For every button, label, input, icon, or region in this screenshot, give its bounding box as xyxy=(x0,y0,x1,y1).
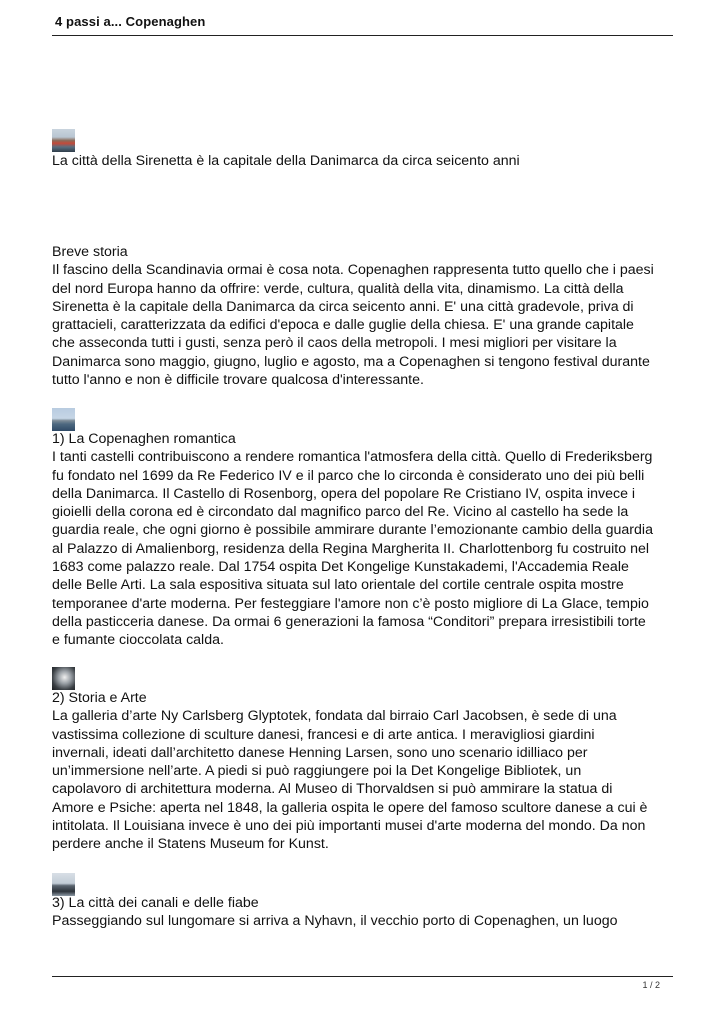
section-storia-e-arte xyxy=(52,689,677,854)
section-copenaghen-romantica xyxy=(52,430,677,650)
text-line: Danimarca sono maggio, giugno, luglio e agosto, ma a Copenaghen si tengono festival durante xyxy=(52,353,650,370)
text-line: Passeggiando sul lungomare si arriva a Nyhavn, il vecchio porto di Copenaghen, un luogo xyxy=(52,913,618,930)
header-divider xyxy=(52,35,673,36)
section-heading: 1) La Copenaghen romantica xyxy=(52,431,236,447)
section-breve-storia xyxy=(52,243,677,389)
text-line: al Palazzo di Amalienborg, residenza della Regina Margherita II. Charlottenborg fu costruito nel xyxy=(52,540,649,557)
section-heading: 3) La città dei canali e delle fiabe xyxy=(52,895,259,911)
section-canali-e-fiabe xyxy=(52,894,677,931)
text-line: delle Belle Arti. La sala espositiva situata sul lato orientale del cortile centrale ospita mostre xyxy=(52,577,624,594)
text-line: del nord Europa hanno da offrire: verde, cultura, qualità della vita, dinamismo. La città della xyxy=(52,280,624,297)
text-line: un’immersione nell’arte. A piedi si può raggiungere poi la Det Kongelige Bibliotek, un xyxy=(52,763,582,780)
section-heading: Breve storia xyxy=(52,244,128,260)
text-line: e fumante cioccolata calda. xyxy=(52,632,224,649)
intro-paragraph xyxy=(52,152,677,170)
text-line: della pasticceria danese. Da ormai 6 generazioni la famosa “Conditori” prepara irresistibili torte xyxy=(52,613,646,630)
text-line: della Danimarca. Il Castello di Rosenborg, opera del popolare Re Cristiano IV, ospita invece i xyxy=(52,485,636,502)
text-line: invernali, ideati dall’architetto danese Henning Larsen, sono uno scenario idilliaco per xyxy=(52,744,588,761)
text-line: tutto l'anno e non è difficile trovare qualcosa d'interessante. xyxy=(52,372,424,389)
document-title: 4 passi a... Copenaghen xyxy=(55,14,206,29)
text-line: capolavoro di architettura moderna. Al Museo di Thorvaldsen si può ammirare la statua di xyxy=(52,781,613,798)
harbor-thumbnail xyxy=(52,408,75,431)
text-line: La galleria d’arte Ny Carlsberg Glyptotek, fondata dal birraio Carl Jacobsen, è sede di una xyxy=(52,708,617,725)
text-line: fu fondato nel 1699 da Re Federico IV e il parco che lo circonda è considerato uno dei più belli xyxy=(52,467,645,484)
canal-houses-thumbnail xyxy=(52,129,75,152)
text-line: perdere anche il Statens Museum for Kunst. xyxy=(52,836,329,853)
text-line: I tanti castelli contribuiscono a rendere romantica l'atmosfera della città. Quello di Frederiksberg xyxy=(52,449,653,466)
text-line: Sirenetta è la capitale della Danimarca da circa seicento anni. E' una città gradevole, priva di xyxy=(52,298,634,315)
text-line: temporanee d'arte moderna. Per festeggiare l'amore non c’è posto migliore di La Glace, tempio xyxy=(52,595,649,612)
page-number: 1 / 2 xyxy=(642,980,660,990)
intro-text: La città della Sirenetta è la capitale della Danimarca da circa seicento anni xyxy=(52,153,520,169)
text-line: guardia reale, che ogni giorno è possibile ammirare durante l’emozionante cambio della guardia xyxy=(52,522,653,539)
text-line: che asseconda tutti i gusti, senza però il caos della metropoli. I mesi migliori per visitare la xyxy=(52,335,617,352)
section-heading: 2) Storia e Arte xyxy=(52,690,147,706)
text-line: Amore e Psiche: aperta nel 1848, la galleria ospita le opere del famoso scultore danese a cui è xyxy=(52,799,648,816)
sculpture-thumbnail xyxy=(52,667,75,690)
text-line: Il fascino della Scandinavia ormai è cosa nota. Copenaghen rappresenta tutto quello che i paesi xyxy=(52,262,654,279)
little-mermaid-thumbnail xyxy=(52,873,75,896)
text-line: grattacieli, caratterizzata da edifici d'epoca e dalle guglie della chiesa. E' una grande capitale xyxy=(52,317,634,334)
footer-divider xyxy=(52,976,673,977)
text-line: gioielli della corona ed è circondato dal magnifico parco del Re. Vicino al castello ha sede la xyxy=(52,504,629,521)
text-line: vastissima collezione di sculture danesi, francesi e di arte antica. I meravigliosi giardini xyxy=(52,726,595,743)
text-line: intitolata. Il Louisiana invece è uno dei più importanti musei d'arte moderna del mondo. Da non xyxy=(52,818,646,835)
text-line: 1683 come palazzo reale. Dal 1754 ospita Det Kongelige Kunstakademi, l'Accademia Reale xyxy=(52,559,629,576)
